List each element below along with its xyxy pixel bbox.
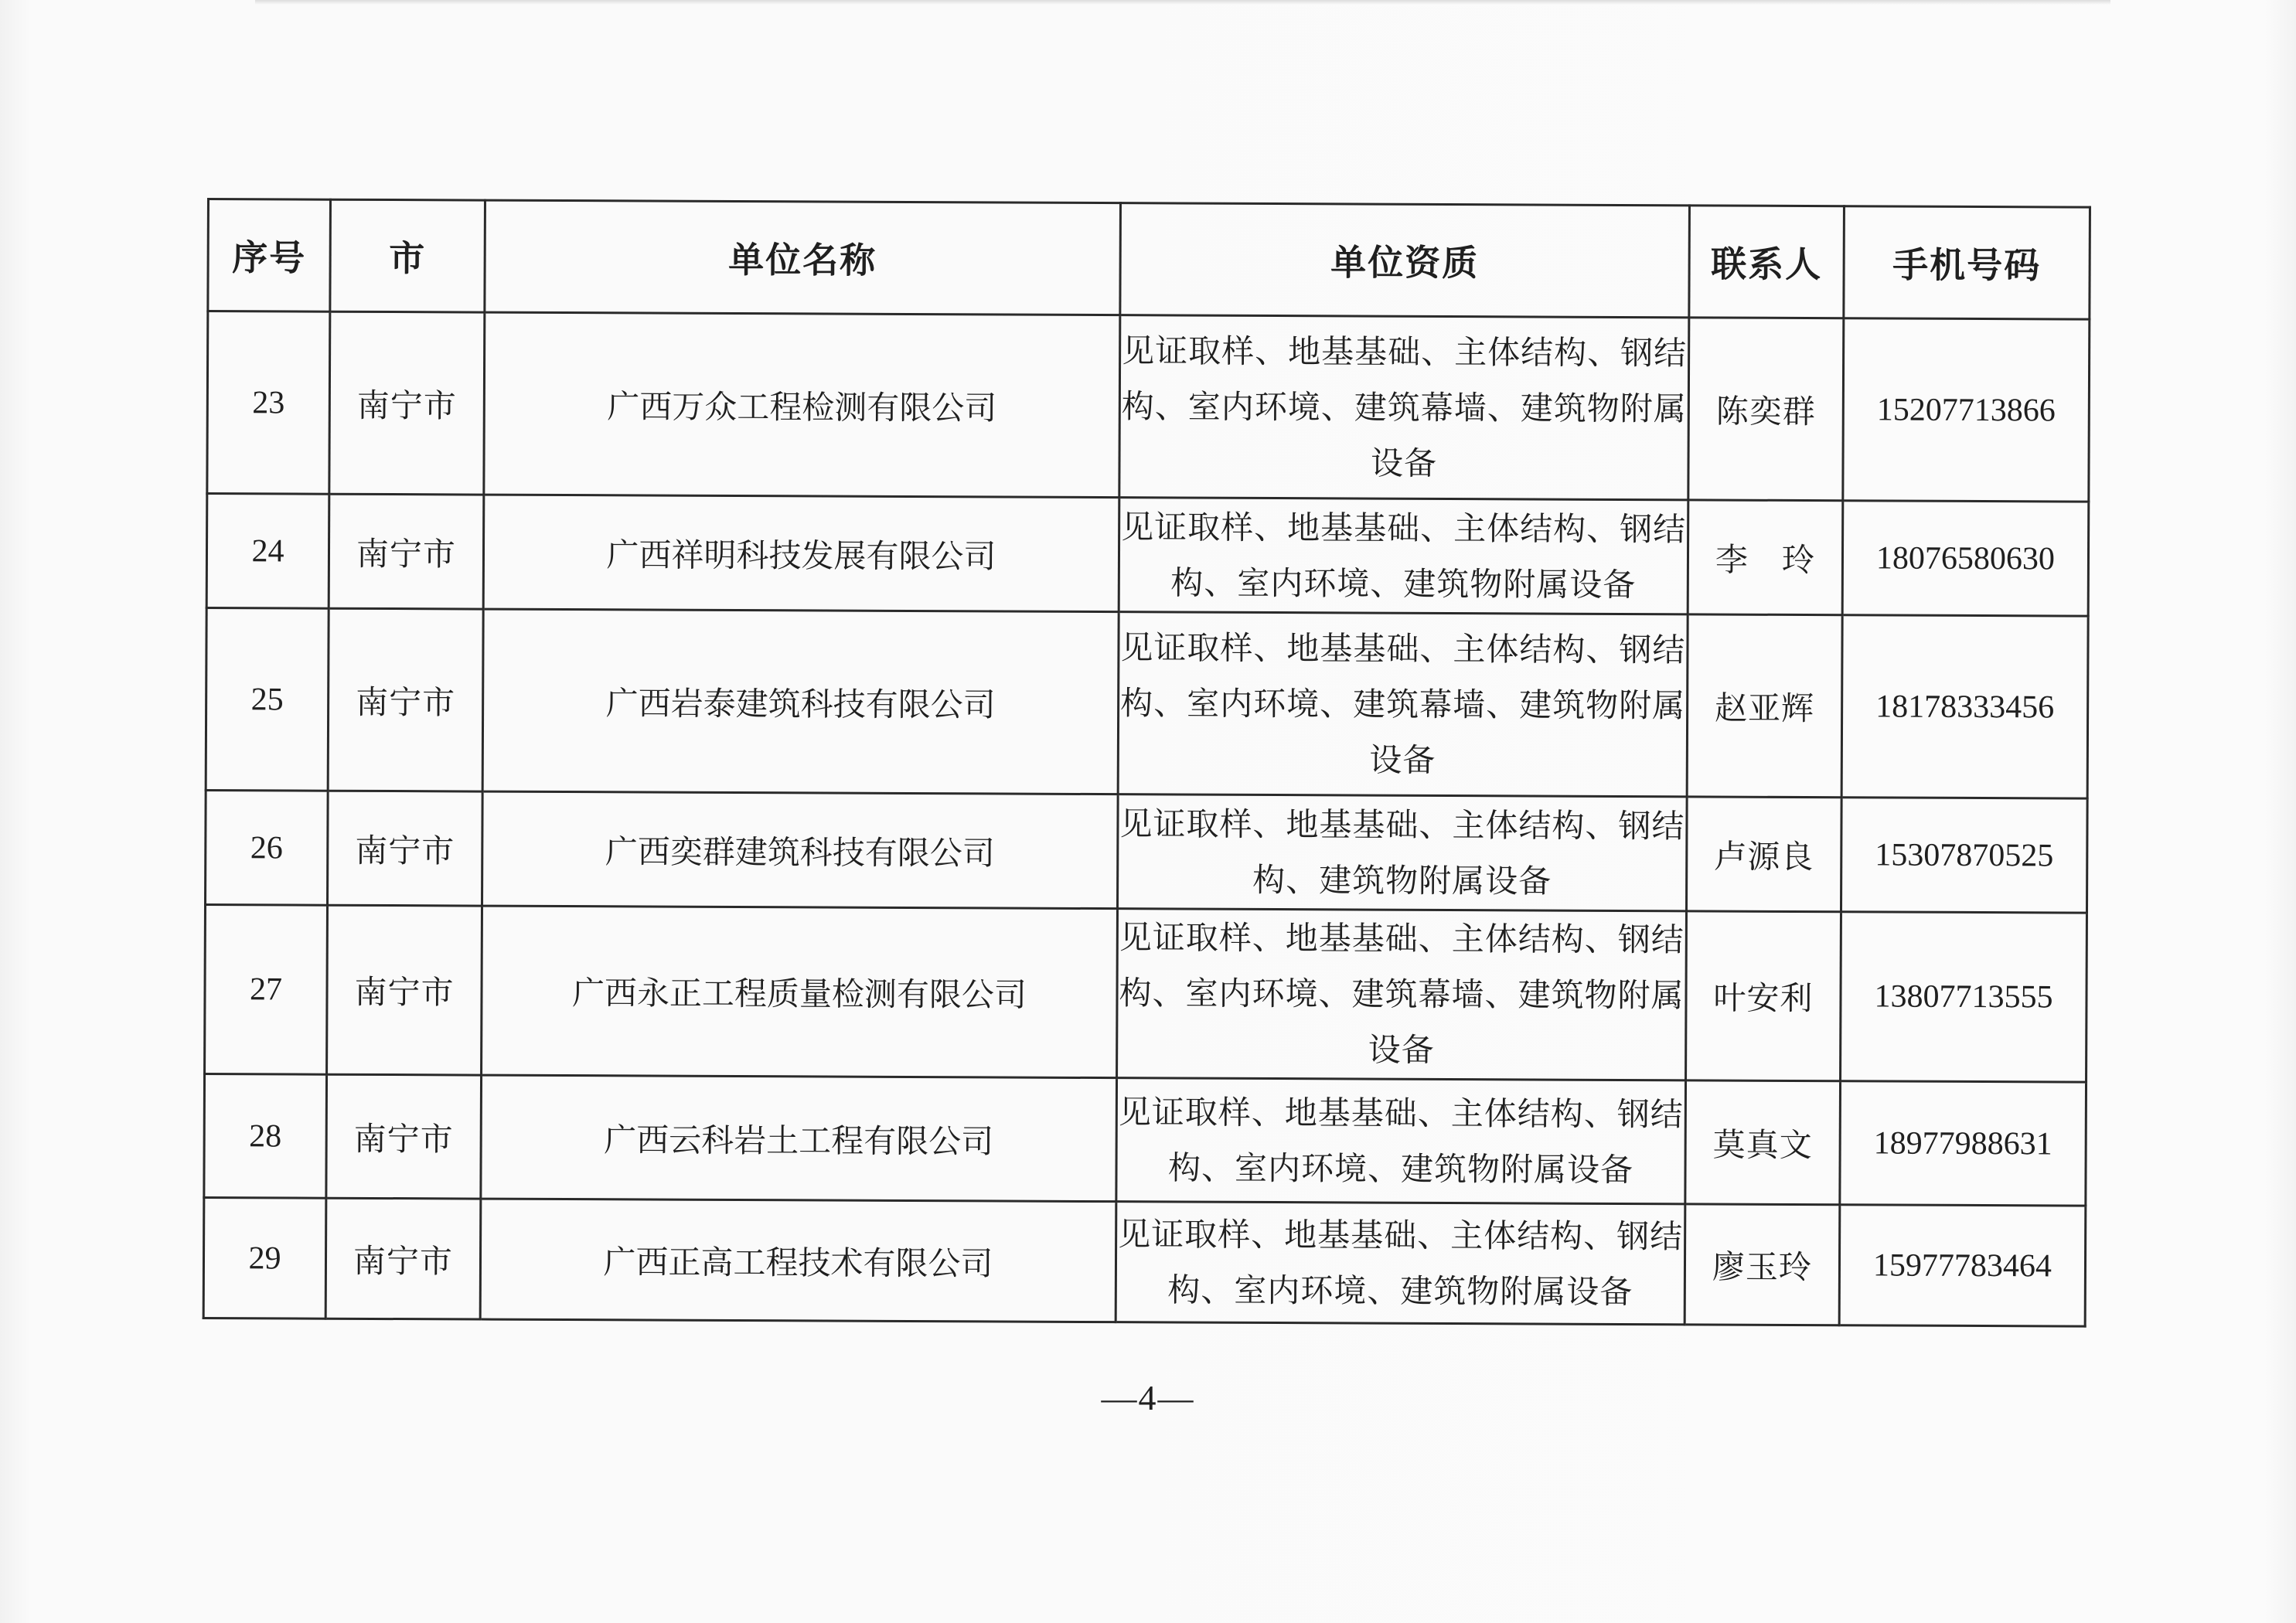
row-city: 南宁市 <box>328 608 483 791</box>
header-row <box>208 199 2090 320</box>
row-qualification: 见证取样、地基基础、主体结构、钢结构、室内环境、建筑物附属设备 <box>1116 1078 1686 1204</box>
row-city: 南宁市 <box>326 1074 482 1199</box>
row-contact: 赵亚辉 <box>1687 614 1842 798</box>
row-phone: 13807713555 <box>1841 912 2087 1082</box>
row-index: 26 <box>206 790 329 905</box>
row-contact: 李 玲 <box>1688 500 1843 615</box>
table-body <box>203 311 2090 1327</box>
row-index: 24 <box>206 494 329 609</box>
row-qualification: 见证取样、地基基础、主体结构、钢结构、室内环境、建筑幕墙、建筑物附属设备 <box>1117 909 1687 1080</box>
row-unit-name: 广西万众工程检测有限公司 <box>484 312 1120 498</box>
row-unit-name: 广西云科岩土工程有限公司 <box>481 1075 1117 1202</box>
row-contact: 陈奕群 <box>1688 318 1844 501</box>
table-row <box>207 311 2090 502</box>
row-index: 25 <box>206 608 329 791</box>
header-name: 单位名称 <box>485 200 1121 315</box>
row-unit-name: 广西正高工程技术有限公司 <box>480 1199 1116 1322</box>
table-row <box>206 790 2088 913</box>
row-qualification: 见证取样、地基基础、主体结构、钢结构、室内环境、建筑幕墙、建筑物附属设备 <box>1119 315 1689 500</box>
row-city: 南宁市 <box>325 1198 481 1319</box>
row-index: 29 <box>203 1197 326 1318</box>
row-phone: 15207713866 <box>1843 318 2090 502</box>
row-phone: 15977783464 <box>1839 1205 2086 1326</box>
scan-edge-shadow <box>255 0 2110 5</box>
row-contact: 莫真文 <box>1685 1080 1841 1205</box>
row-city: 南宁市 <box>327 905 482 1075</box>
row-contact: 卢源良 <box>1686 797 1841 912</box>
row-contact: 廖玉玲 <box>1685 1204 1840 1325</box>
row-index: 23 <box>207 311 330 495</box>
row-phone: 15307870525 <box>1841 798 2087 913</box>
row-qualification: 见证取样、地基基础、主体结构、钢结构、建筑物附属设备 <box>1117 794 1687 911</box>
table-row <box>206 608 2088 799</box>
table-row <box>203 1197 2086 1326</box>
header-qualification: 单位资质 <box>1120 203 1690 318</box>
row-index: 28 <box>204 1073 327 1198</box>
header-index: 序号 <box>208 199 331 312</box>
table-header <box>208 199 2090 320</box>
row-unit-name: 广西永正工程质量检测有限公司 <box>482 906 1118 1078</box>
row-phone: 18076580630 <box>1842 501 2089 616</box>
header-phone: 手机号码 <box>1844 206 2090 319</box>
row-city: 南宁市 <box>329 494 484 609</box>
row-phone: 18977988631 <box>1840 1081 2086 1206</box>
row-city: 南宁市 <box>329 311 485 495</box>
row-unit-name: 广西祥明科技发展有限公司 <box>483 495 1119 612</box>
row-city: 南宁市 <box>328 791 483 906</box>
row-qualification: 见证取样、地基基础、主体结构、钢结构、室内环境、建筑幕墙、建筑物附属设备 <box>1118 612 1688 797</box>
unit-list-table <box>203 198 2091 1328</box>
header-city: 市 <box>330 199 485 312</box>
row-unit-name: 广西奕群建筑科技有限公司 <box>482 791 1119 909</box>
table-row <box>204 1073 2086 1206</box>
row-index: 27 <box>205 904 328 1074</box>
row-unit-name: 广西岩泰建筑科技有限公司 <box>482 609 1119 794</box>
header-contact: 联系人 <box>1689 206 1845 318</box>
page-number: —4— <box>1101 1378 1195 1417</box>
row-phone: 18178333456 <box>1841 615 2088 798</box>
table-row <box>206 494 2089 617</box>
table-row <box>205 904 2087 1082</box>
row-qualification: 见证取样、地基基础、主体结构、钢结构、室内环境、建筑物附属设备 <box>1116 1202 1685 1325</box>
row-contact: 叶安利 <box>1686 911 1841 1081</box>
row-qualification: 见证取样、地基基础、主体结构、钢结构、室内环境、建筑物附属设备 <box>1119 498 1688 614</box>
